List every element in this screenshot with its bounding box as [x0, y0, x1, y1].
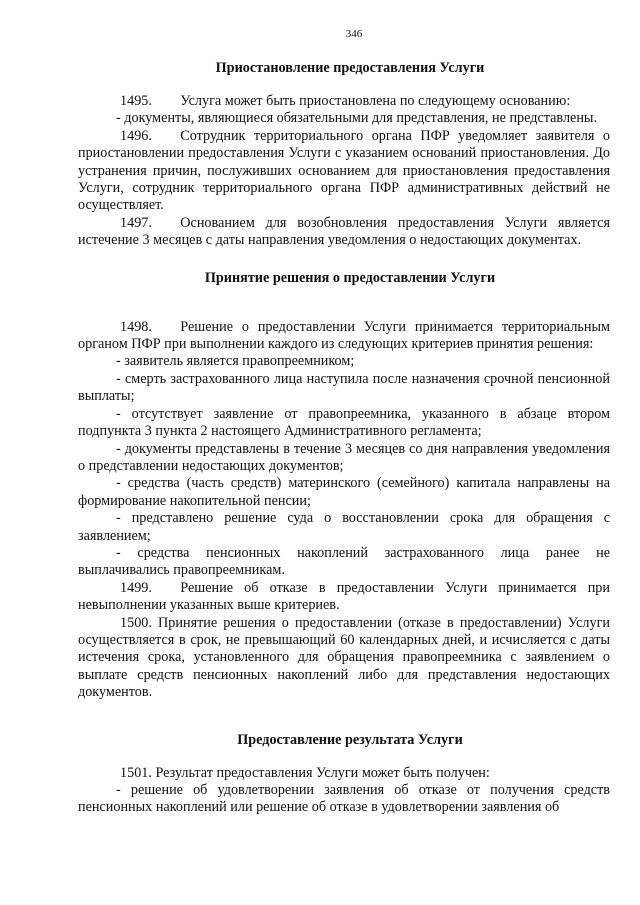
- paragraph-1500: 1500. Принятие решения о предоставлении (отказе в предоставлении) Услуги осуществляется в срок, не превышающий 60 календарных дней, и исчисляется с даты истечения срока, установленного для обращения правопреемника с заявлением о выплате средств пенсионных накоплений либо для представления недостающих документов.: [78, 614, 610, 701]
- page-number: 346: [345, 28, 363, 40]
- paragraph-1495-item: - документы, являющиеся обязательными для представления, не представлены.: [116, 110, 597, 127]
- paragraph-1499: 1499. Решение об отказе в предоставлении Услуги принимается при невыполнении указанных выше критериев.: [78, 579, 610, 614]
- section-heading-decision: Принятие решения о предоставлении Услуги: [204, 269, 496, 286]
- criterion-item: - средства пенсионных накоплений застрахованного лица ранее не выплачивались правопреемникам.: [78, 544, 610, 579]
- criterion-item: - документы представлены в течение 3 месяцев со дня направления уведомления о представлении недостающих документов;: [78, 440, 610, 474]
- paragraph-1498: 1498. Решение о предоставлении Услуги принимается территориальным органом ПФР при выполнении каждого из следующих критериев принятия решения:: [78, 318, 610, 353]
- paragraph-1501: 1501. Результат предоставления Услуги может быть получен:: [120, 764, 490, 781]
- section-heading-result: Предоставление результата Услуги: [237, 731, 463, 748]
- criterion-item: - отсутствует заявление от правопреемника, указанного в абзаце втором подпункта 3 пункта 2 настоящего Административного регламента;: [78, 405, 610, 440]
- result-item: - решение об удовлетворении заявления об отказе от получения средств пенсионных накоплений или решение об отказе в удовлетворении заявления об: [78, 782, 610, 816]
- criterion-item: - представлено решение суда о восстановлении срока для обращения с заявлением;: [78, 510, 610, 544]
- criterion-item: - средства (часть средств) материнского (семейного) капитала направлены на формирование накопительной пенсии;: [78, 475, 610, 509]
- paragraph-1496: 1496. Сотрудник территориального органа ПФР уведомляет заявителя о приостановлении предоставления Услуги с указанием оснований приостановления. До устранения причин, послуживших основанием для приостановления предоставления Услуги, сотрудник территориального органа ПФР административных действий не осуществляет.: [78, 127, 610, 214]
- paragraph-1497: 1497. Основанием для возобновления предоставления Услуги является истечение 3 месяцев с даты направления уведомления о недостающих документах.: [78, 214, 610, 249]
- criterion-item: - заявитель является правопреемником;: [116, 353, 355, 370]
- criterion-item: - смерть застрахованного лица наступила после назначения срочной пенсионной выплаты;: [78, 370, 610, 405]
- section-heading-suspension: Приостановление предоставления Услуги: [215, 60, 485, 76]
- paragraph-1495: 1495. Услуга может быть приостановлена по следующему основанию:: [120, 93, 571, 109]
